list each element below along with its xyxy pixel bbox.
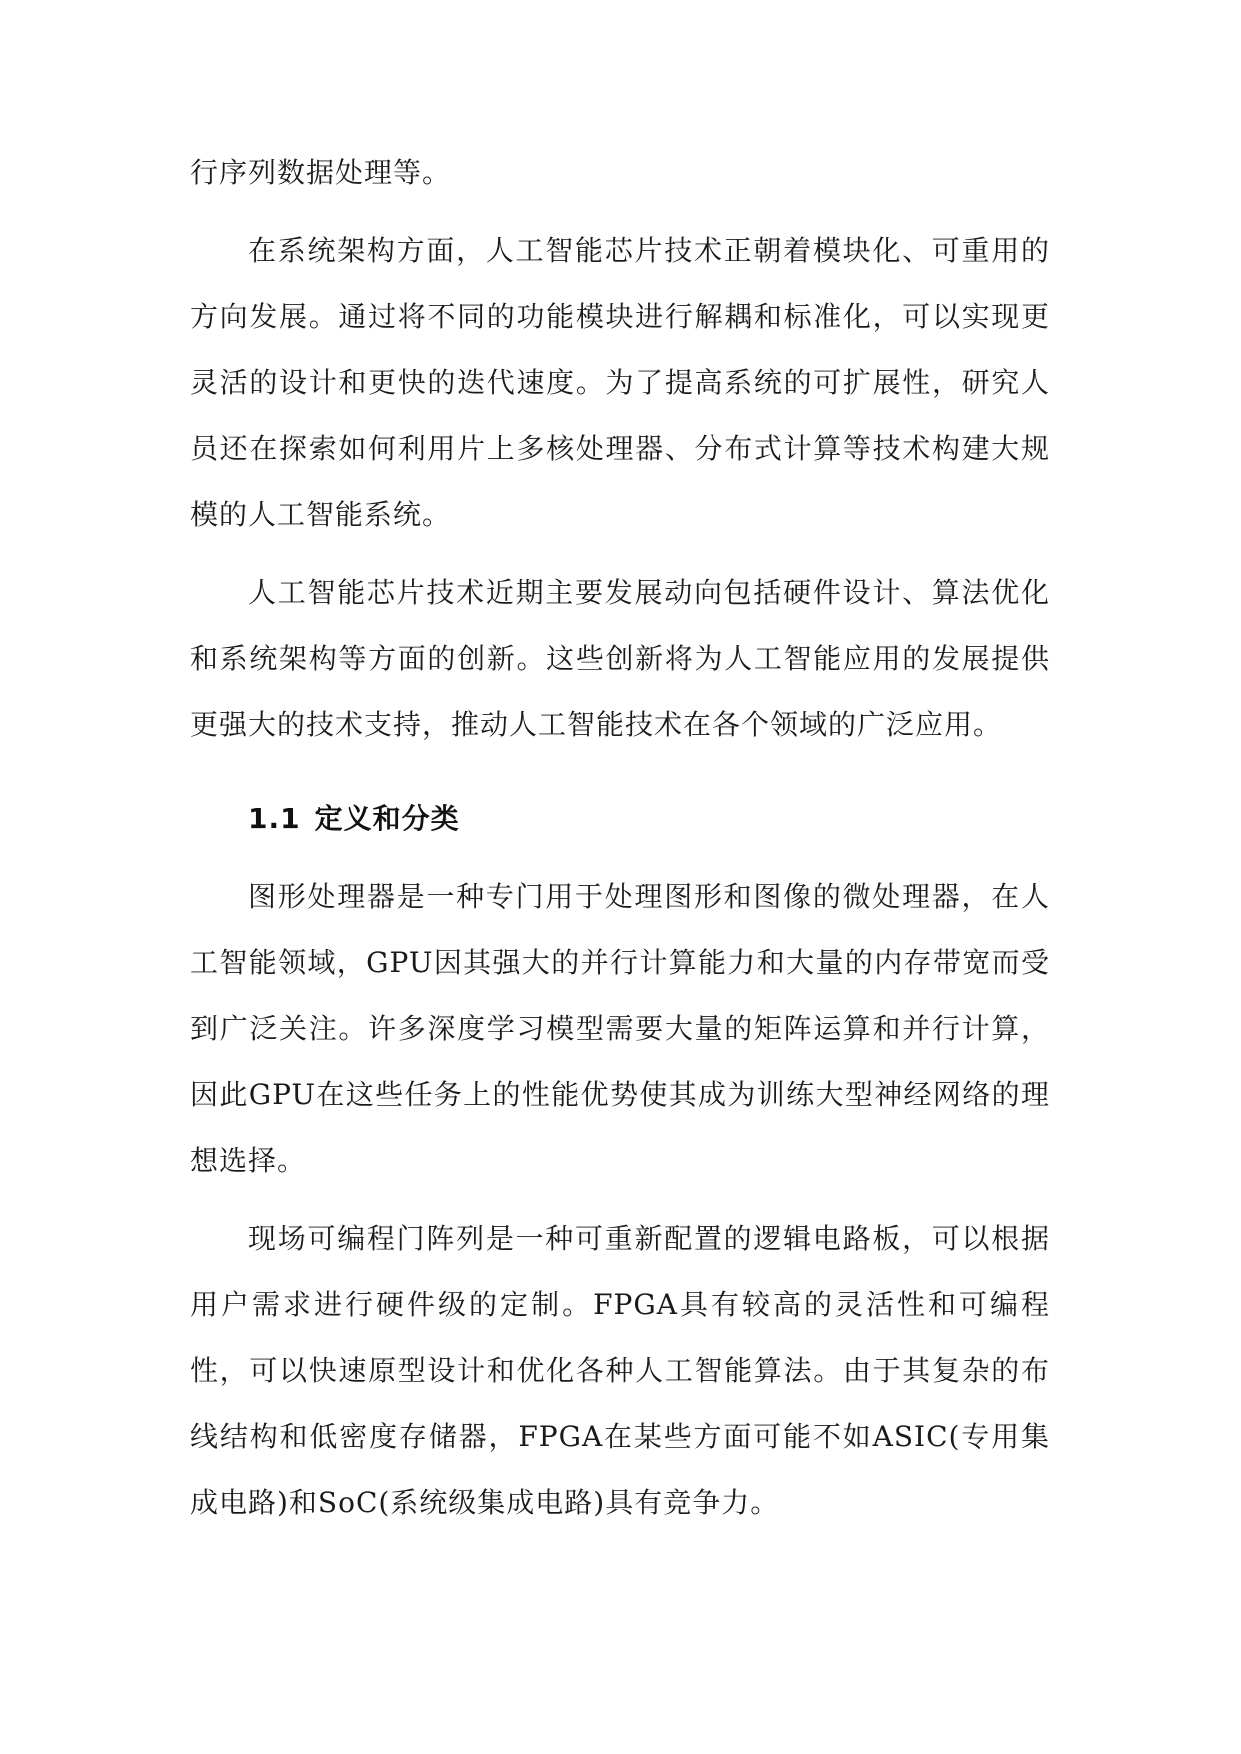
paragraph-fpga: 现场可编程门阵列是一种可重新配置的逻辑电路板，可以根据用户需求进行硬件级的定制。FPGA具有较高的灵活性和可编程性，可以快速原型设计和优化各种人工智能算法。由于其复杂的布线结构和低密度存储器，FPGA在某些方面可能不如ASIC(专用集成电路)和SoC(系统级集成电路)具有竞争力。 [190,1222,1050,1519]
paragraph-continuation: 行序列数据处理等。 [190,156,452,189]
paragraph-system-architecture: 在系统架构方面，人工智能芯片技术正朝着模块化、可重用的方向发展。通过将不同的功能模块进行解耦和标准化，可以实现更灵活的设计和更快的迭代速度。为了提高系统的可扩展性，研究人员还在探索如何利用片上多核处理器、分布式计算等技术构建大规模的人工智能系统。 [190,234,1050,531]
paragraph-gpu: 图形处理器是一种专门用于处理图形和图像的微处理器，在人工智能领域，GPU因其强大的并行计算能力和大量的内存带宽而受到广泛关注。许多深度学习模型需要大量的矩阵运算和并行计算，因此GPU在这些任务上的性能优势使其成为训练大型神经网络的理想选择。 [190,880,1050,1177]
section-number: 1.1 [248,802,301,835]
paragraph-summary: 人工智能芯片技术近期主要发展动向包括硬件设计、算法优化和系统架构等方面的创新。这些创新将为人工智能应用的发展提供更强大的技术支持，推动人工智能技术在各个领域的广泛应用。 [190,576,1050,741]
document-body [190,140,1050,1548]
section-heading [190,786,1050,852]
section-title: 定义和分类 [314,802,460,835]
